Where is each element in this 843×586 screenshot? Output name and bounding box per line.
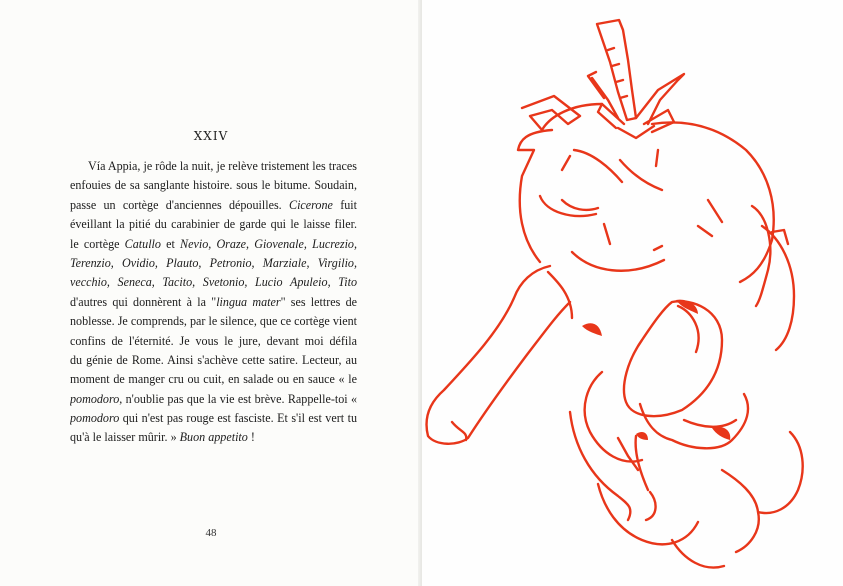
text-line [70, 157, 357, 176]
tomato-figure-illustration [422, 0, 843, 586]
text-segment: moment de manger cru ou cuit, en salade ou en sauce « le [70, 372, 357, 387]
text-line [70, 235, 357, 254]
text-segment: qu'à le laisser mûrir. » [70, 430, 180, 445]
text-segment: enfouies de sa sanglante histoire. sous le bitume. Soudain, [70, 178, 357, 193]
face-drawing [540, 150, 664, 271]
lower-body-drawing [570, 372, 803, 568]
text-line [70, 428, 357, 447]
text-line [70, 312, 357, 331]
left-arm-drawing [427, 266, 572, 444]
text-line [70, 370, 357, 389]
text-segment: confins de l'éternité. Je vous le jure, devant moi défila [70, 333, 357, 348]
text-segment: qui n'est pas rouge est fasciste. Et s'il est vert tu [122, 411, 357, 426]
text-line [70, 293, 357, 312]
text-segment: du génie de Rome. Ainsi s'achève cette satire. Lecteur, au [70, 352, 357, 367]
text-segment: ! [247, 430, 255, 445]
text-line [70, 351, 357, 370]
text-segment: le cortège [70, 236, 125, 251]
text-line [70, 176, 357, 195]
italic-text: pomodoro [70, 391, 120, 406]
page-number: 48 [205, 527, 217, 539]
text-line [70, 409, 357, 428]
text-line [70, 215, 357, 234]
text-segment: noblesse. Je comprends, par le silence, que ce cortège vient [70, 314, 357, 329]
italic-text: Cicerone [289, 197, 333, 212]
sausage-drawing [624, 301, 722, 416]
text-segment: et [160, 236, 181, 251]
italic-text: pomodoro [70, 411, 120, 426]
text-segment: fuit [340, 197, 357, 212]
italic-text: lingua mater [216, 294, 281, 309]
text-segment: d'autres qui donnèrent à la " [70, 294, 217, 309]
text-line [70, 196, 357, 215]
chapter-text [70, 157, 357, 448]
text-segment: éveillant la pitié du carabinier de garde qui le laisse filer. [70, 217, 357, 232]
text-line [70, 332, 357, 351]
text-line [70, 254, 357, 273]
right-page [422, 0, 843, 586]
text-segment: " ses lettres de [280, 294, 357, 309]
italic-text: Terenzio, Ovidio, Plauto, Petronio, Marziale, Virgilio, [70, 255, 357, 270]
italic-text: Catullo [124, 236, 161, 251]
italic-text: Nevio, Oraze, Giovenale, Lucrezio, [180, 236, 357, 251]
text-line [70, 390, 357, 409]
text-segment: passe un cortège d'anciennes dépouilles. [70, 197, 289, 212]
chapter-title: XXIV [193, 129, 229, 143]
text-segment: , n'oublie pas que la vie est brève. Rappelle-toi « [119, 391, 357, 406]
italic-text: Buon appetito [179, 430, 248, 445]
text-segment: Vía Appia, je rôde la nuit, je relève tristement les traces [88, 159, 357, 173]
italic-text: vecchio, Seneca, Tacito, Svetonio, Lucio Apuleio, Tito [70, 275, 357, 290]
text-line [70, 273, 357, 292]
